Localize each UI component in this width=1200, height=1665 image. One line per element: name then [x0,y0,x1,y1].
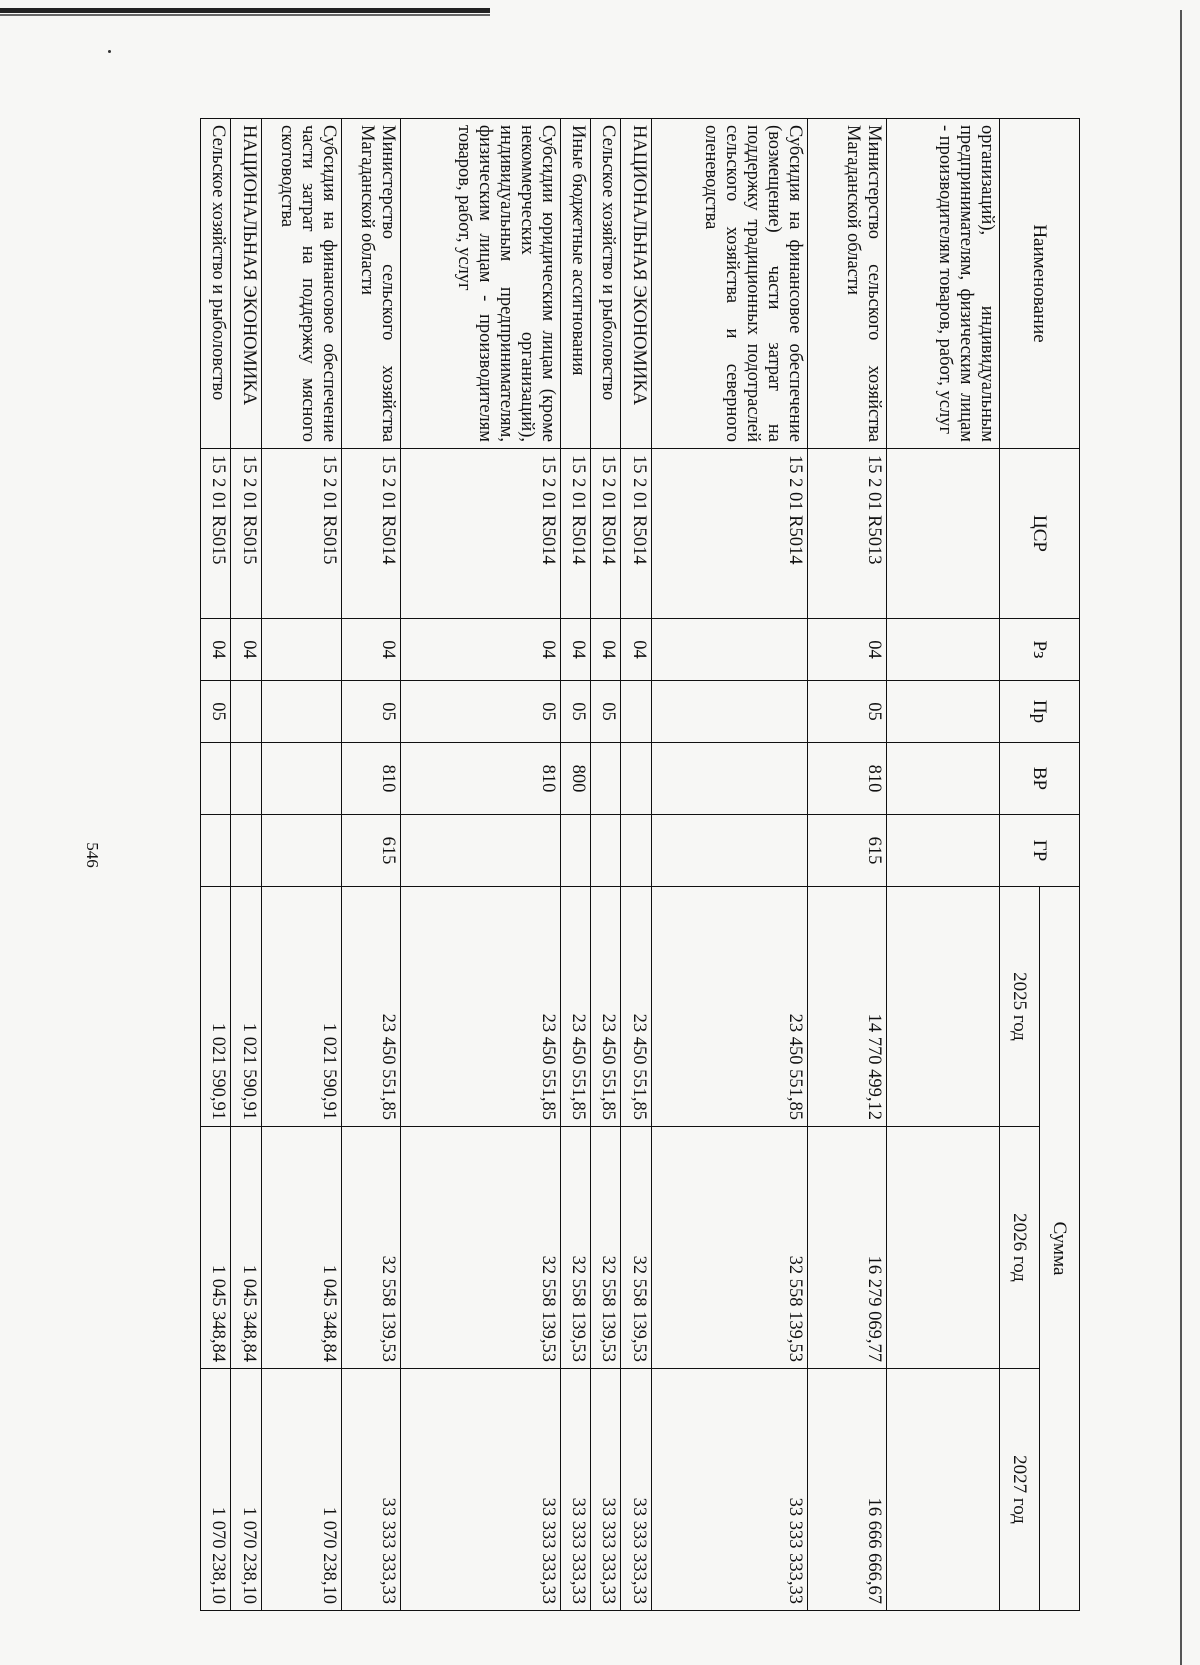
row-vr-cell: 800 [560,743,590,815]
row-2025-cell: 23 450 551,85 [651,887,808,1127]
row-csr-cell: 15 2 01 R5014 [560,449,590,619]
row-name-cell: НАЦИОНАЛЬНАЯ ЭКОНОМИКА [231,119,261,449]
row-2026-cell [886,1127,999,1369]
row-2027-cell [886,1369,999,1611]
row-2026-cell: 1 045 348,84 [201,1127,231,1369]
row-vr-cell [651,743,808,815]
row-gr-cell [201,815,231,887]
page-edge-line [1180,10,1182,1665]
table-body [201,119,1000,1611]
row-pr-cell: 05 [590,681,620,743]
row-2026-cell: 32 558 139,53 [651,1127,808,1369]
header-vr: ВР [1000,743,1080,815]
table-row [231,119,261,1611]
row-name-cell: Субсидия на финансовое обеспечение части затрат на поддержку мясного скотоводства [261,119,342,449]
row-rz-cell: 04 [342,619,401,681]
row-rz-cell: 04 [808,619,887,681]
table-row [201,119,231,1611]
row-rz-cell: 04 [590,619,620,681]
row-name-cell: Министерство сельского хозяйства Магаданской области [808,119,887,449]
row-vr-cell [886,743,999,815]
row-vr-cell [261,743,342,815]
header-row-1 [1040,119,1080,1611]
row-gr-cell [590,815,620,887]
row-2027-cell: 16 666 666,67 [808,1369,887,1611]
row-csr-cell: 15 2 01 R5015 [201,449,231,619]
row-gr-cell [621,815,651,887]
row-gr-cell [231,815,261,887]
row-vr-cell [231,743,261,815]
row-2025-cell: 1 021 590,91 [261,887,342,1127]
row-2027-cell: 33 333 333,33 [621,1369,651,1611]
row-vr-cell: 810 [401,743,561,815]
row-2025-cell: 23 450 551,85 [560,887,590,1127]
row-csr-cell: 15 2 01 R5013 [808,449,887,619]
row-2025-cell: 23 450 551,85 [590,887,620,1127]
scan-edge-mark-2 [0,14,490,16]
row-2026-cell: 32 558 139,53 [342,1127,401,1369]
row-pr-cell [621,681,651,743]
table-row [261,119,342,1611]
row-name-cell: Сельское хозяйство и рыболовство [590,119,620,449]
header-name: Наименование [1000,119,1080,449]
row-2027-cell: 33 333 333,33 [401,1369,561,1611]
row-name-cell: Министерство сельского хозяйства Магаданской области [342,119,401,449]
row-2025-cell: 23 450 551,85 [342,887,401,1127]
row-vr-cell [590,743,620,815]
row-rz-cell: 04 [560,619,590,681]
row-csr-cell: 15 2 01 R5014 [651,449,808,619]
row-pr-cell: 05 [342,681,401,743]
row-2025-cell: 1 021 590,91 [231,887,261,1127]
budget-table [200,118,1080,1611]
row-name-cell: Субсидии юридическим лицам (кроме некоммерческих организаций), индивидуальным предпринимателям, физическим лицам - производителям товаров, работ, услуг [401,119,561,449]
row-2026-cell: 16 279 069,77 [808,1127,887,1369]
row-csr-cell: 15 2 01 R5014 [621,449,651,619]
row-rz-cell: 04 [621,619,651,681]
row-2027-cell: 1 070 238,10 [261,1369,342,1611]
row-csr-cell: 15 2 01 R5015 [231,449,261,619]
row-rz-cell: 04 [201,619,231,681]
row-pr-cell [231,681,261,743]
rotated-table-container [200,118,1080,1610]
table-row [621,119,651,1611]
row-rz-cell: 04 [231,619,261,681]
row-2025-cell: 23 450 551,85 [621,887,651,1127]
row-csr-cell: 15 2 01 R5014 [342,449,401,619]
row-rz-cell [261,619,342,681]
row-gr-cell: 615 [808,815,887,887]
row-name-cell: НАЦИОНАЛЬНАЯ ЭКОНОМИКА [621,119,651,449]
row-csr-cell [886,449,999,619]
row-2027-cell: 1 070 238,10 [231,1369,261,1611]
page-number: 546 [83,842,102,868]
row-gr-cell [651,815,808,887]
header-gr: ГР [1000,815,1080,887]
row-2026-cell: 1 045 348,84 [231,1127,261,1369]
header-csr: ЦСР [1000,449,1080,619]
row-gr-cell [560,815,590,887]
table-row [808,119,887,1611]
row-2026-cell: 32 558 139,53 [590,1127,620,1369]
row-vr-cell: 810 [342,743,401,815]
row-2026-cell: 32 558 139,53 [560,1127,590,1369]
row-pr-cell: 05 [560,681,590,743]
row-pr-cell: 05 [201,681,231,743]
row-gr-cell [401,815,561,887]
row-2025-cell [886,887,999,1127]
row-rz-cell: 04 [401,619,561,681]
header-sum: Сумма [1040,887,1080,1611]
row-vr-cell [621,743,651,815]
row-csr-cell: 15 2 01 R5014 [590,449,620,619]
row-2026-cell: 1 045 348,84 [261,1127,342,1369]
row-csr-cell: 15 2 01 R5015 [261,449,342,619]
row-2025-cell: 1 021 590,91 [201,887,231,1127]
row-pr-cell [886,681,999,743]
scan-edge-mark [0,8,490,13]
row-gr-cell [886,815,999,887]
row-2027-cell: 33 333 333,33 [590,1369,620,1611]
row-csr-cell: 15 2 01 R5014 [401,449,561,619]
row-name-cell: организаций), индивидуальным предпринимателям, физическим лицам - производителям товаров, работ, услуг [886,119,999,449]
table-row [886,119,999,1611]
row-gr-cell [261,815,342,887]
row-name-cell: Иные бюджетные ассигнования [560,119,590,449]
row-2027-cell: 33 333 333,33 [342,1369,401,1611]
table-row [342,119,401,1611]
header-2025: 2025 год [1000,887,1040,1127]
row-2025-cell: 23 450 551,85 [401,887,561,1127]
row-vr-cell: 810 [808,743,887,815]
row-2025-cell: 14 770 499,12 [808,887,887,1127]
row-pr-cell [651,681,808,743]
table-row [560,119,590,1611]
row-rz-cell [886,619,999,681]
row-2027-cell: 33 333 333,33 [651,1369,808,1611]
row-name-cell: Субсидия на финансовое обеспечение (возмещение) части затрат на поддержку традиционных подотраслей сельского хозяйства и северного оленеводства [651,119,808,449]
row-rz-cell [651,619,808,681]
row-pr-cell: 05 [808,681,887,743]
row-pr-cell [261,681,342,743]
header-pr: Пр [1000,681,1080,743]
table-row [651,119,808,1611]
header-2027: 2027 год [1000,1369,1040,1611]
table-row [401,119,561,1611]
scan-speck [108,50,111,53]
row-2026-cell: 32 558 139,53 [401,1127,561,1369]
header-2026: 2026 год [1000,1127,1040,1369]
row-name-cell: Сельское хозяйство и рыболовство [201,119,231,449]
table-row [590,119,620,1611]
row-gr-cell: 615 [342,815,401,887]
row-vr-cell [201,743,231,815]
row-pr-cell: 05 [401,681,561,743]
row-2027-cell: 33 333 333,33 [560,1369,590,1611]
row-2026-cell: 32 558 139,53 [621,1127,651,1369]
row-2027-cell: 1 070 238,10 [201,1369,231,1611]
header-rz: Рз [1000,619,1080,681]
